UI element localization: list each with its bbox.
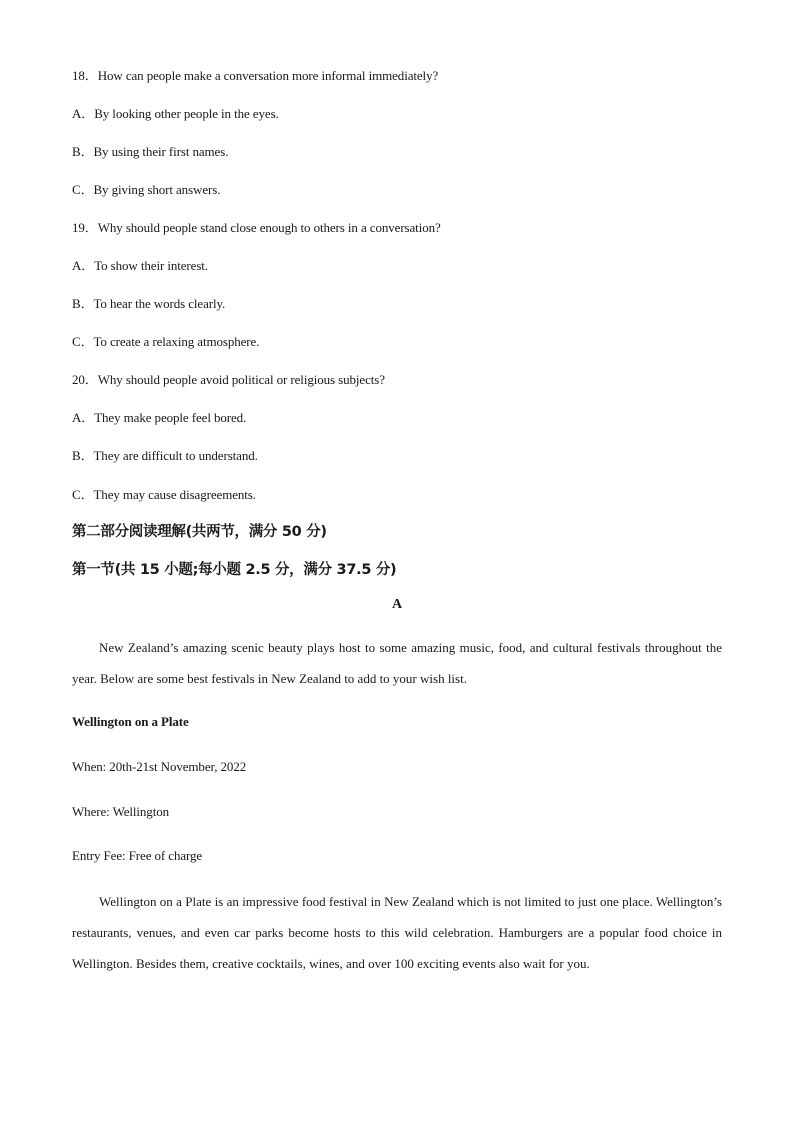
festival-when: When: 20th-21st November, 2022 xyxy=(72,759,247,774)
passage-label: A xyxy=(391,597,403,612)
question-18-option-a: A．By looking other people in the eyes. xyxy=(72,106,279,121)
part-heading: 第二部分阅读理解(共两节，满分 50 分) xyxy=(72,524,327,540)
festival-where: Where: Wellington xyxy=(72,804,170,819)
festival-fee: Entry Fee: Free of charge xyxy=(72,848,203,863)
question-18-stem: 18．How can people make a conversation more informal immediately? xyxy=(72,68,439,83)
question-19-option-a: A．To show their interest. xyxy=(72,258,208,273)
festival-description: Wellington on a Plate is an impressive food festival in New Zealand which is not limited to just one place. Wellington’s restaurants, venues, and even car parks become hosts to this wild celebration. Hamburgers are a popular food choice in Wellington. Besides them, creative cocktails, wines, and over 100 exciting events also wait for you. xyxy=(72,894,722,971)
subsection-heading: 第一节(共 15 小题;每小题 2.5 分，满分 37.5 分) xyxy=(72,562,397,578)
passage-intro: New Zealand’s amazing scenic beauty plays host to some amazing music, food, and cultural festivals throughout the year. Below are some best festivals in New Zealand to add to your wish list. xyxy=(72,640,722,686)
question-19-option-b: B．To hear the words clearly. xyxy=(72,296,226,311)
question-20-option-c: C．They may cause disagreements. xyxy=(72,487,256,502)
question-20-option-b: B．They are difficult to understand. xyxy=(72,448,258,463)
question-19-option-c: C．To create a relaxing atmosphere. xyxy=(72,334,260,349)
question-18-option-b: B．By using their first names. xyxy=(72,144,229,159)
question-20-stem: 20．Why should people avoid political or religious subjects? xyxy=(72,372,385,387)
question-19-stem: 19．Why should people stand close enough to others in a conversation? xyxy=(72,220,441,235)
question-18-option-c: C．By giving short answers. xyxy=(72,182,221,197)
festival-title: Wellington on a Plate xyxy=(72,714,189,729)
question-20-option-a: A．They make people feel bored. xyxy=(72,410,247,425)
